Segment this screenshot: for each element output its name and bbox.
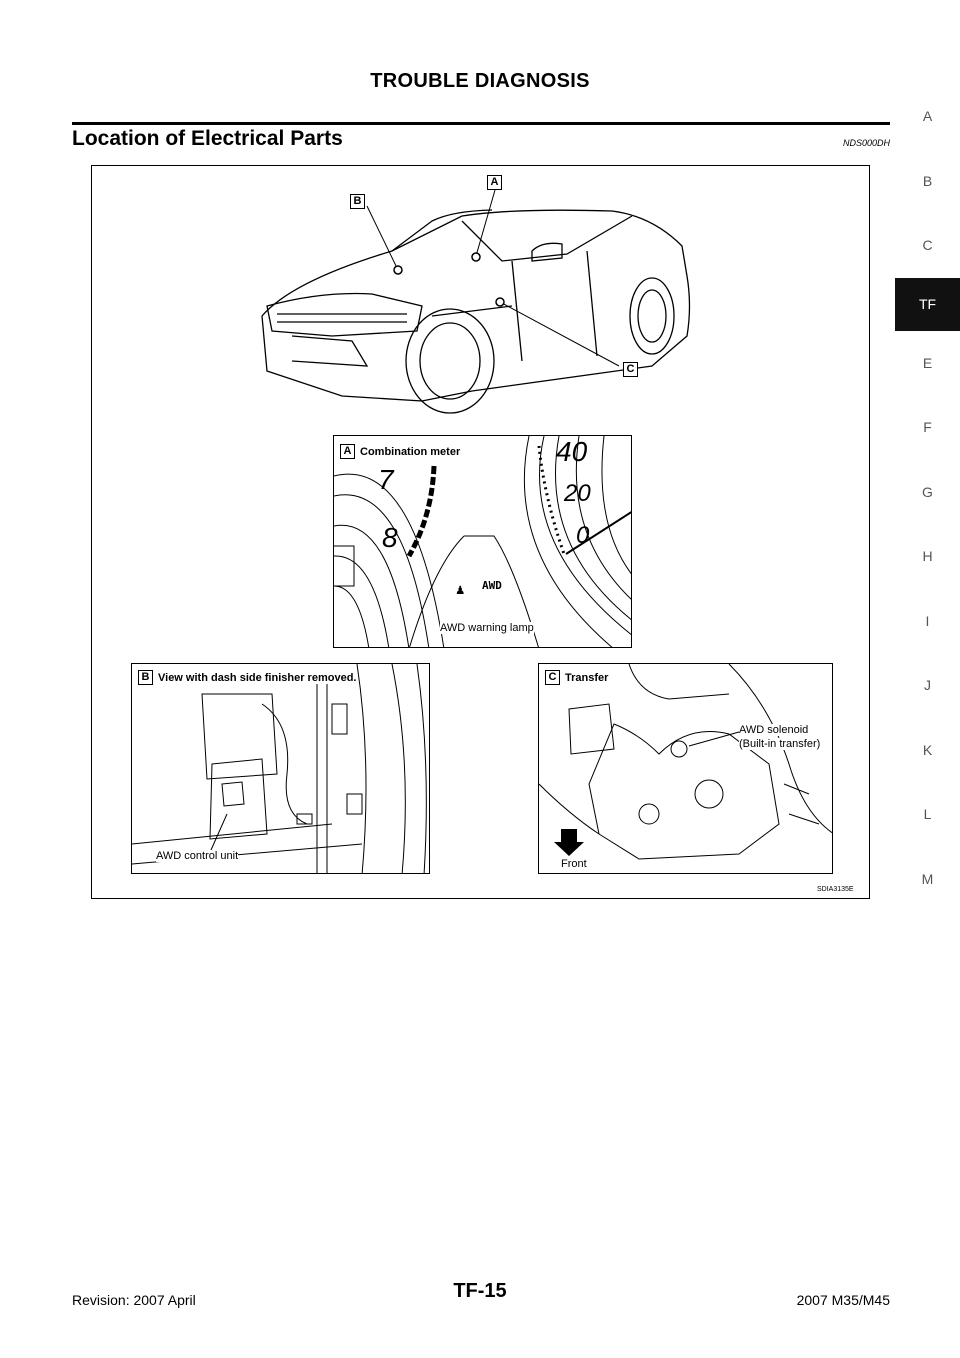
callout-c: C [623,362,638,377]
car-illustration [92,166,871,426]
awd-warning-lamp-caption: AWD warning lamp [440,622,534,634]
front-caption: Front [561,858,587,870]
side-tab-f[interactable]: F [923,419,932,436]
awd-lamp-text: AWD [482,579,502,592]
panel-combination-meter [333,435,632,648]
footer-page-number: TF-15 [453,1280,507,1302]
side-tab-a[interactable]: A [922,108,933,125]
side-tab-tf[interactable]: TF [895,278,960,331]
awd-control-unit-caption: AWD control unit [156,850,239,862]
page-header: TROUBLE DIAGNOSIS [370,70,590,92]
transfer-drawing [539,664,833,874]
side-tab-j[interactable]: J [924,677,931,694]
panel-dash-side [131,663,430,874]
panel-b-label: B View with dash side finisher removed. [138,670,356,685]
built-in-transfer-caption: (Built-in transfer) [739,738,821,750]
panel-a-label: A Combination meter [340,444,460,459]
side-tab-k[interactable]: K [922,741,933,758]
speed-20: 20 [564,480,591,507]
speed-0: 0 [576,522,590,549]
side-tab-g[interactable]: G [922,483,933,500]
side-tab-l[interactable]: L [923,806,932,823]
callout-b: B [350,194,365,209]
figure-frame [91,165,870,899]
side-tab-m[interactable]: M [921,870,934,887]
section-code: NDS000DH [842,138,890,148]
figure-id: SDIA3135E [817,886,854,893]
lamp-icon: ♟ [456,582,465,598]
side-tab-index [895,84,960,911]
callout-a: A [487,175,502,190]
header-rule [72,122,890,125]
side-tab-i[interactable]: I [925,612,930,629]
side-tab-e[interactable]: E [922,354,933,371]
side-tab-c[interactable]: C [922,237,933,254]
footer-model: 2007 M35/M45 [796,1292,890,1308]
footer-revision: Revision: 2007 April [72,1292,196,1308]
tach-8: 8 [382,522,398,553]
tach-7: 7 [378,464,394,495]
section-title: Location of Electrical Parts [72,127,343,150]
panel-c-label: C Transfer [545,670,608,685]
awd-solenoid-caption: AWD solenoid [739,724,809,736]
speed-40: 40 [556,436,588,467]
panel-transfer [538,663,833,874]
side-tab-h[interactable]: H [922,548,933,565]
side-tab-b[interactable]: B [922,172,933,189]
dash-side-drawing [132,664,430,874]
